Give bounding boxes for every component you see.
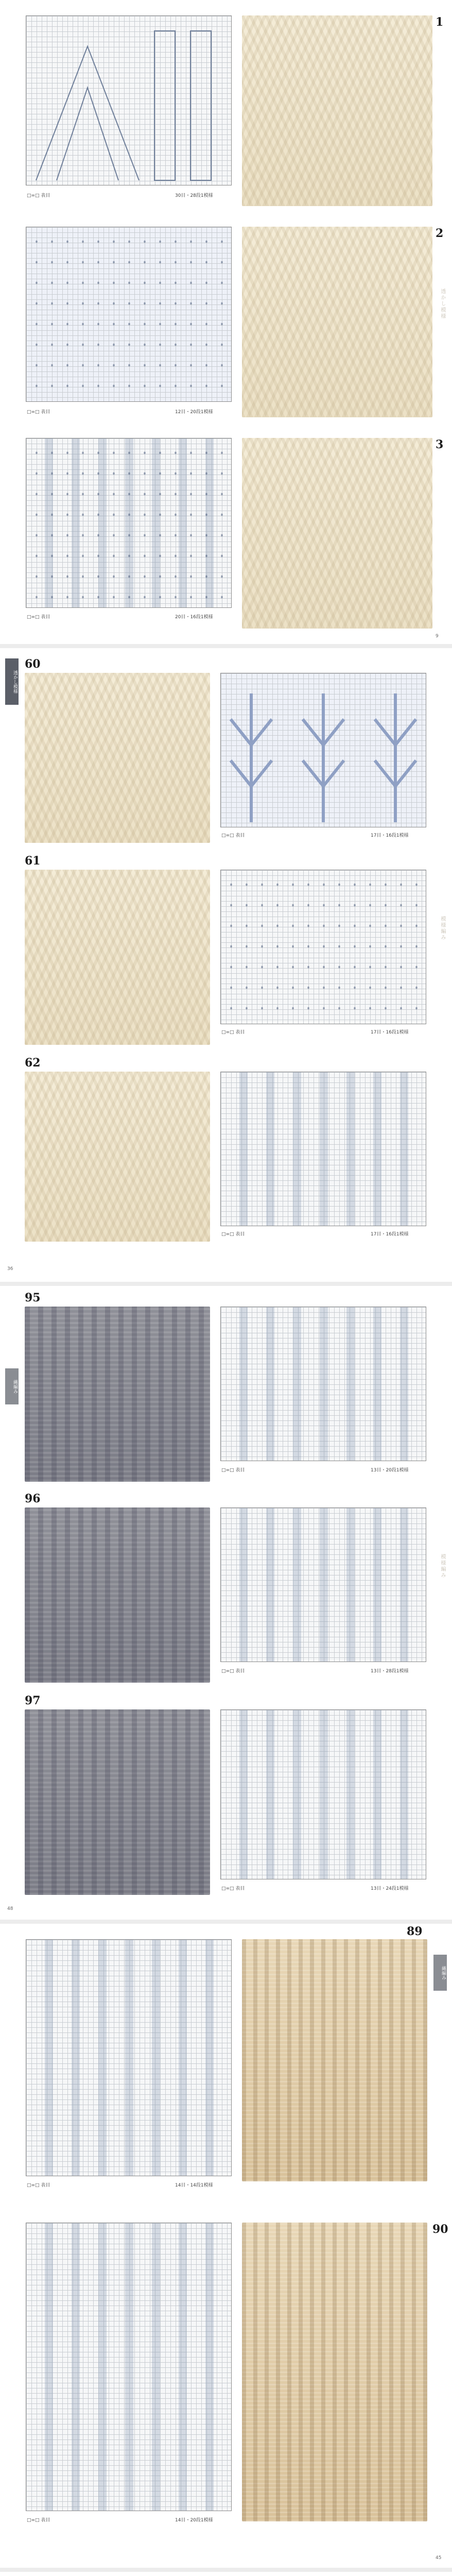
chart-pattern-2: [26, 227, 232, 402]
legend-95: □=□ 表目: [221, 1468, 245, 1473]
pattern-number-95: 95: [25, 1291, 41, 1304]
section-tab: 縄編み: [433, 1955, 447, 1991]
chart-pattern-90: [26, 2223, 232, 2511]
pattern-number-62: 62: [25, 1056, 41, 1070]
caption-96: 13目・28段1模様: [371, 1669, 409, 1674]
swatch-photo-60: [25, 673, 210, 843]
caption-97: 13目・24段1模様: [371, 1886, 409, 1891]
swatch-photo-96: [25, 1507, 210, 1683]
legend-97: □=□ 表目: [221, 1886, 245, 1891]
swatch-photo-2: [242, 227, 432, 417]
swatch-photo-62: [25, 1072, 210, 1242]
caption-2: 12目・20段1模様: [175, 410, 213, 415]
swatch-photo-95: [25, 1307, 210, 1482]
caption-61: 17目・16段1模様: [371, 1030, 409, 1035]
pattern-number-61: 61: [25, 854, 41, 868]
caption-3: 20目・16段1模様: [175, 615, 213, 620]
pattern-number-89: 89: [407, 1925, 423, 1938]
page-1: [0, 0, 452, 644]
caption-60: 17目・16段1模様: [371, 833, 409, 838]
swatch-photo-61: [25, 870, 210, 1045]
pattern-number-60: 60: [25, 657, 41, 671]
legend-90: □=□ 表目: [27, 2518, 50, 2523]
legend-1: □=□ 表目: [27, 193, 50, 198]
pattern-number-2: 2: [436, 227, 444, 240]
caption-62: 17目・16段1模様: [371, 1232, 409, 1237]
swatch-photo-90: [242, 2223, 427, 2521]
pattern-number-90: 90: [432, 2223, 448, 2236]
page-number: 48: [7, 1906, 13, 1911]
pattern-number-1: 1: [436, 15, 444, 29]
swatch-photo-89: [242, 1939, 427, 2181]
section-tab: 透かし模様: [5, 658, 19, 705]
side-label: 模様編み: [440, 916, 445, 941]
chart-motif-60: [220, 673, 426, 827]
pattern-number-97: 97: [25, 1694, 41, 1707]
page-gap: [0, 644, 452, 648]
page-2: [0, 648, 452, 1282]
caption-1: 30目・28段1模様: [175, 193, 213, 198]
legend-96: □=□ 表目: [221, 1669, 245, 1674]
pattern-number-3: 3: [436, 438, 444, 451]
chart-pattern-97: [220, 1709, 426, 1879]
page-3: [0, 1286, 452, 1920]
page-gap: [0, 2568, 452, 2572]
chart-pattern-96: [220, 1507, 426, 1662]
chart-pattern-3: [26, 438, 232, 608]
caption-90: 14目・20段1模様: [175, 2518, 213, 2523]
page-4: [0, 1924, 452, 2568]
side-label: 模様編み: [440, 1554, 445, 1579]
chart-motif-1: [26, 15, 232, 185]
chart-pattern-62: [220, 1072, 426, 1226]
swatch-photo-1: [242, 15, 432, 206]
page-number: 45: [436, 2555, 442, 2561]
page-5: [0, 2572, 452, 2576]
legend-62: □=□ 表目: [221, 1232, 245, 1237]
legend-89: □=□ 表目: [27, 2183, 50, 2188]
swatch-photo-97: [25, 1709, 210, 1895]
legend-2: □=□ 表目: [27, 410, 50, 415]
legend-60: □=□ 表目: [221, 833, 245, 838]
chart-pattern-95: [220, 1307, 426, 1461]
caption-89: 14目・14段1模様: [175, 2183, 213, 2188]
legend-61: □=□ 表目: [221, 1030, 245, 1035]
page-gap: [0, 1282, 452, 1286]
chart-pattern-61: [220, 870, 426, 1024]
section-tab: 縄編み: [5, 1368, 19, 1404]
legend-3: □=□ 表目: [27, 615, 50, 620]
swatch-photo-3: [242, 438, 432, 629]
page-gap: [0, 1920, 452, 1924]
chart-pattern-89: [26, 1939, 232, 2176]
page-number: 36: [7, 1266, 13, 1272]
page-number: 9: [436, 634, 439, 639]
caption-95: 13目・20段1模様: [371, 1468, 409, 1473]
side-label: 透かし模様: [440, 289, 445, 319]
pattern-number-96: 96: [25, 1492, 41, 1505]
